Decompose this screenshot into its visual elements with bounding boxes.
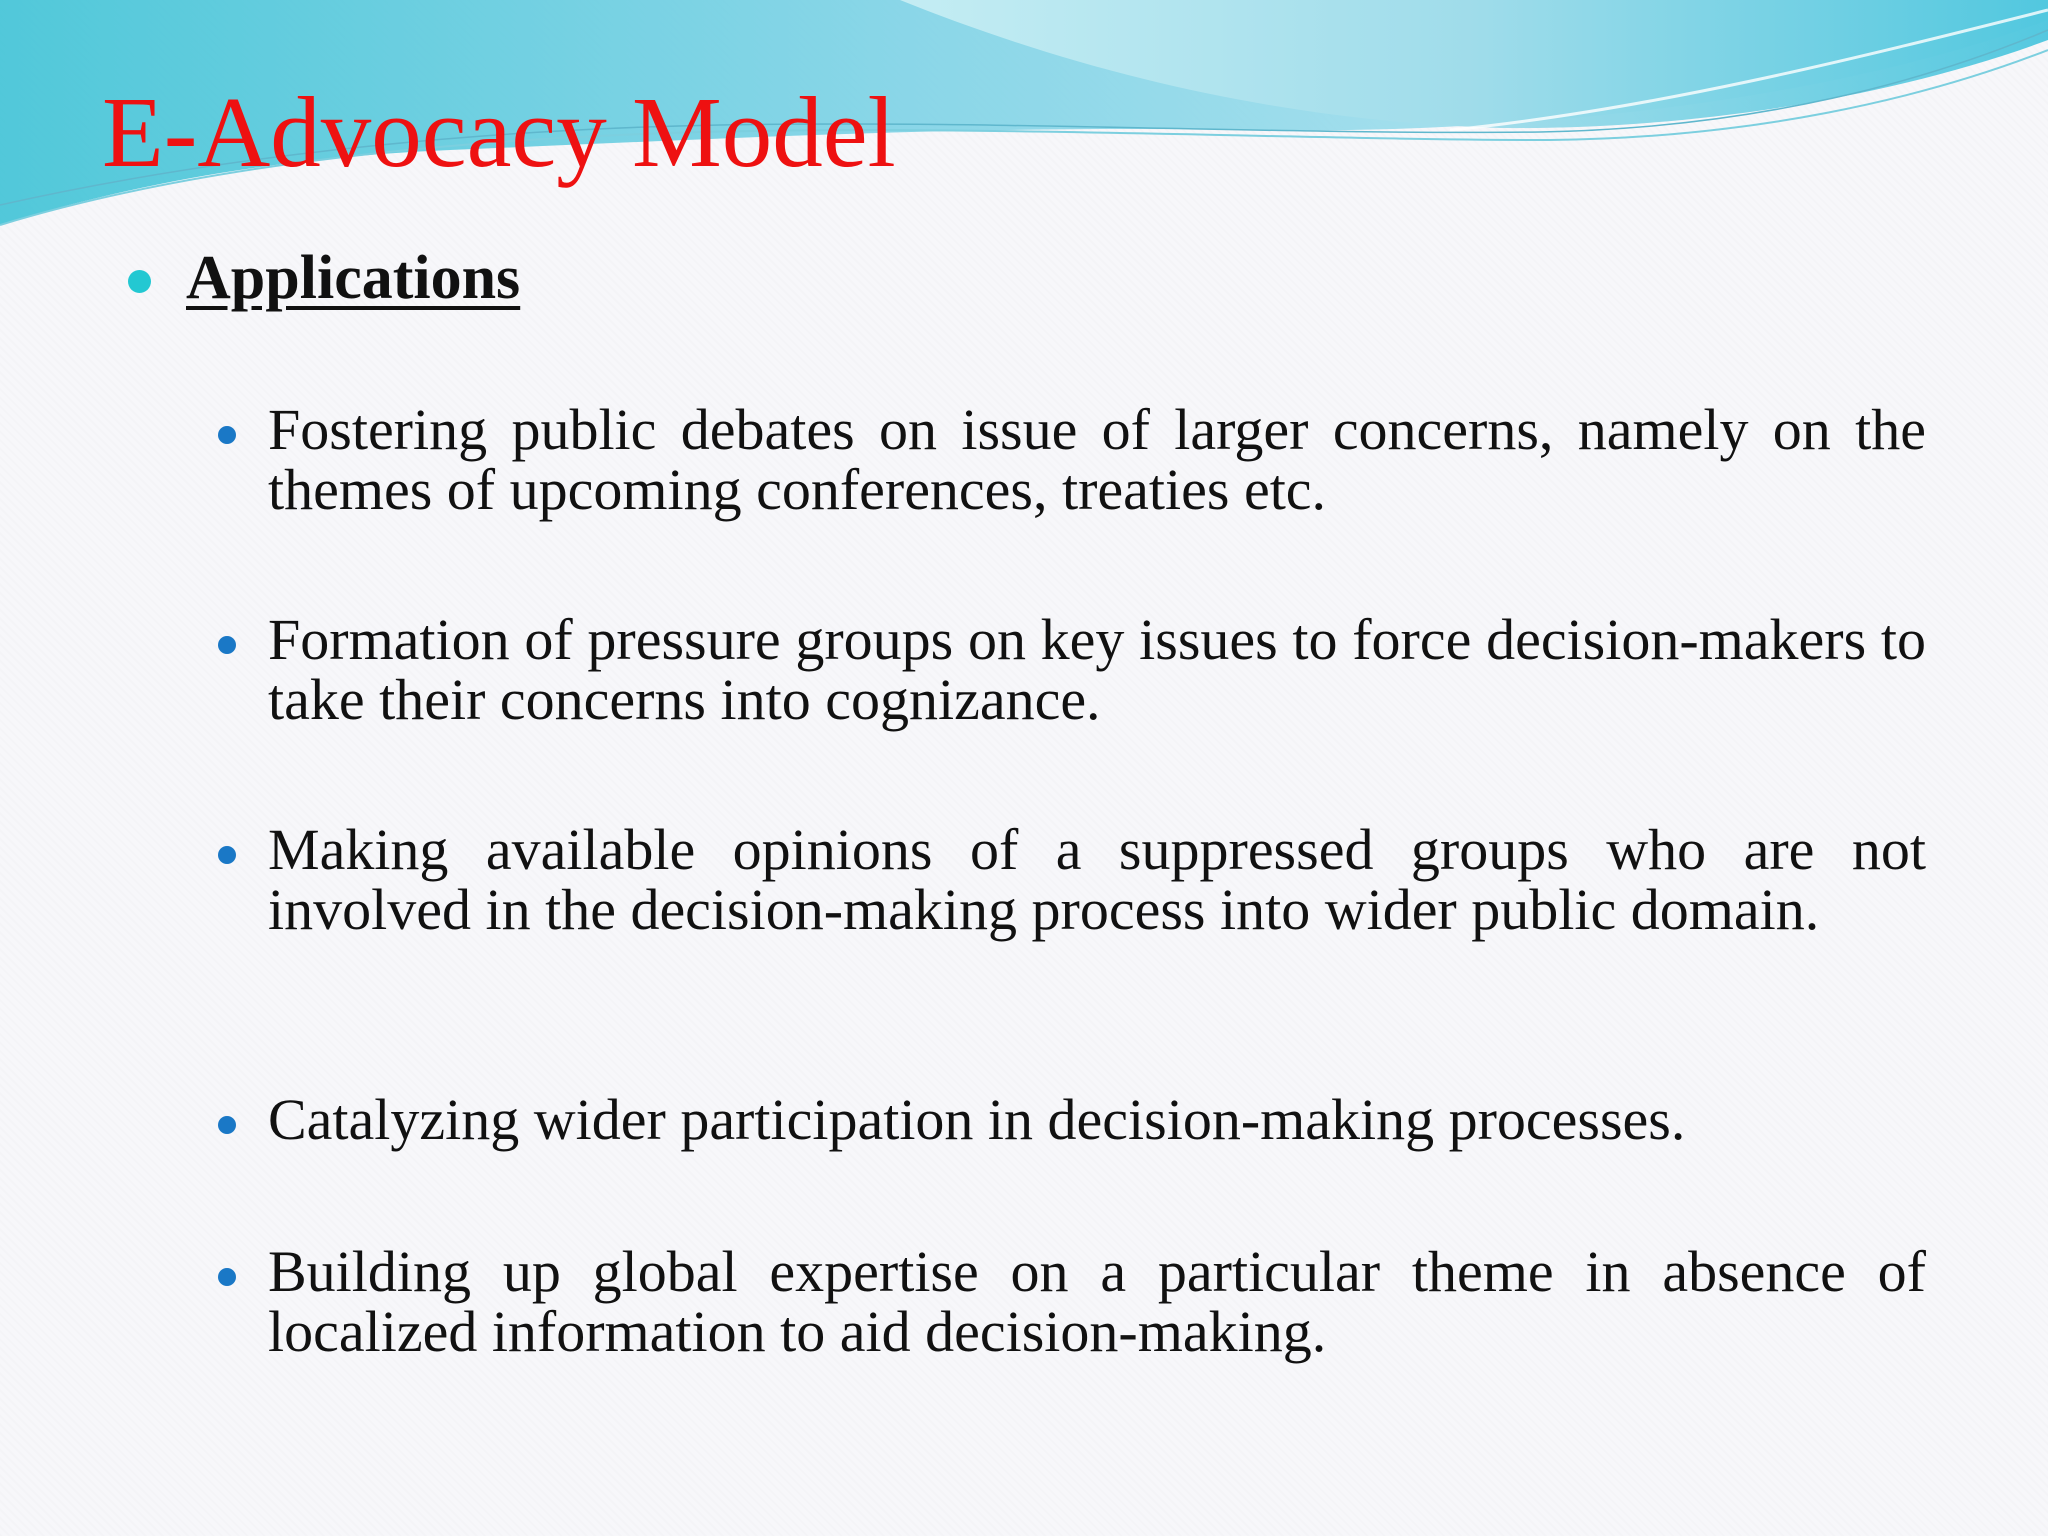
applications-heading-row xyxy=(128,238,1928,318)
round-bullet-icon xyxy=(218,426,236,444)
round-bullet-icon xyxy=(128,270,151,293)
list-item-text: Making available opinions of a suppressed groups who are not involved in the decision-making process into wider public domain. xyxy=(268,817,1926,942)
list-item-text: Formation of pressure groups on key issues to force decision-makers to take their concerns into cognizance. xyxy=(268,607,1926,732)
applications-heading: Applications xyxy=(186,244,521,312)
round-bullet-icon xyxy=(218,1116,236,1134)
round-bullet-icon xyxy=(218,636,236,654)
list-item-text: Catalyzing wider participation in decision-making processes. xyxy=(268,1087,1686,1152)
round-bullet-icon xyxy=(218,846,236,864)
slide-title: E-Advocacy Model xyxy=(102,76,896,188)
list-item-text: Fostering public debates on issue of larger concerns, namely on the themes of upcoming conferences, treaties etc. xyxy=(268,397,1926,522)
list-item-text: Building up global expertise on a particular theme in absence of localized information to aid decision-making. xyxy=(268,1239,1926,1364)
round-bullet-icon xyxy=(218,1268,236,1286)
